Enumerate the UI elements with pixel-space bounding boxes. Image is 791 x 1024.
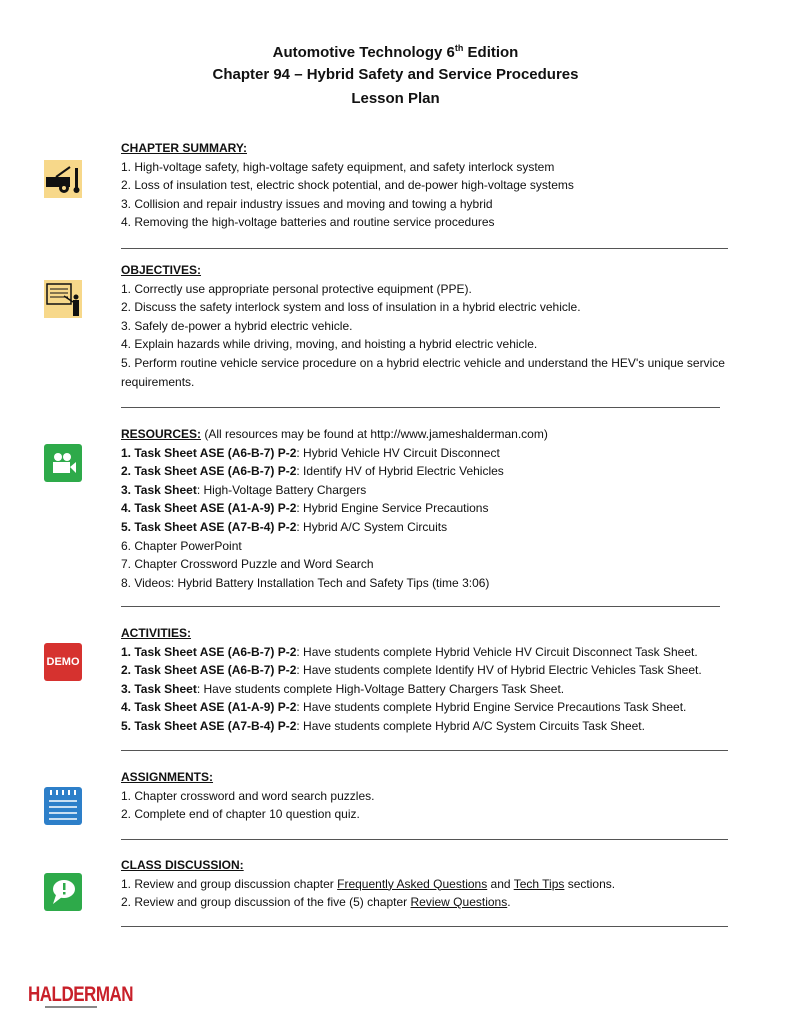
assignments-section [121,768,736,824]
section-heading: CLASS DISCUSSION: [121,858,244,872]
list-item: 2. Discuss the safety interlock system and loss of insulation in a hybrid electric vehicle. [121,300,581,315]
item-text: : Identify HV of Hybrid Electric Vehicles [296,464,504,479]
item-text: . [507,895,511,910]
list-item [121,680,736,699]
list-item [121,717,736,736]
review-questions-link[interactable]: Review Questions [410,895,508,910]
video-camera-icon [44,444,82,482]
item-text: : Have students complete High-Voltage Battery Chargers Task Sheet. [196,681,565,696]
item-text: : Have students complete Hybrid A/C System Circuits Task Sheet. [296,718,645,733]
notepad-icon [44,787,82,825]
task-sheet-id: 3. Task Sheet [121,681,197,696]
list-item: 5. Perform routine vehicle service procedure on a hybrid electric vehicle and understand the HEV's unique service requirements. [121,355,725,389]
objectives-section [121,261,736,391]
car-repair-icon [44,160,82,198]
task-sheet-id: 3. Task Sheet [121,482,197,497]
resources-section [121,425,736,592]
heading-label: RESOURCES: [121,427,202,441]
list-item: 2. Complete end of chapter 10 question quiz. [121,807,360,822]
doc-title-line3: Lesson Plan [351,90,440,107]
task-sheet-id: 1. Task Sheet ASE (A6-B-7) P-2 [121,644,297,659]
list-item: 4. Removing the high-voltage batteries and routine service procedures [121,215,495,230]
list-item [121,499,736,518]
list-item: 3. Safely de-power a hybrid electric vehicle. [121,318,353,333]
divider [121,248,728,249]
list-item [121,698,736,717]
item-text: : Have students complete Hybrid Vehicle HV Circuit Disconnect Task Sheet. [296,644,698,659]
item-text: sections. [564,876,616,891]
teacher-board-icon [44,280,82,318]
demo-icon: DEMO [44,643,82,681]
section-heading [121,425,736,444]
chapter-summary-section [121,139,736,232]
tech-tips-link[interactable]: Tech Tips [513,876,565,891]
list-item: 4. Explain hazards while driving, moving, and hoisting a hybrid electric vehicle. [121,337,538,352]
task-sheet-id: 5. Task Sheet ASE (A7-B-4) P-2 [121,718,297,733]
task-sheet-id: 4. Task Sheet ASE (A1-A-9) P-2 [121,501,297,516]
divider [121,750,728,751]
section-heading: OBJECTIVES: [121,263,202,277]
doc-title-line1 [0,43,791,61]
faq-link[interactable]: Frequently Asked Questions [337,876,488,891]
item-text: : Have students complete Identify HV of Hybrid Electric Vehicles Task Sheet. [296,663,702,678]
discussion-bubble-icon [44,873,82,911]
list-item: 1. High-voltage safety, high-voltage safety equipment, and safety interlock system [121,159,555,174]
list-item: 7. Chapter Crossword Puzzle and Word Search [121,557,374,572]
section-heading: CHAPTER SUMMARY: [121,141,247,155]
activities-section [121,624,736,736]
list-item: 1. Chapter crossword and word search puzzles. [121,788,375,803]
divider [121,839,728,840]
list-item [121,481,736,500]
list-item: 8. Videos: Hybrid Battery Installation Tech and Safety Tips (time 3:06) [121,575,490,590]
item-text: : Have students complete Hybrid Engine Service Precautions Task Sheet. [296,700,687,715]
item-text: : Hybrid Engine Service Precautions [296,501,489,516]
divider [121,926,728,927]
list-item: 6. Chapter PowerPoint [121,538,242,553]
halderman-logo: HALDERMAN [28,982,134,1006]
task-sheet-id: 2. Task Sheet ASE (A6-B-7) P-2 [121,663,297,678]
item-text: 1. Review and group discussion chapter [121,876,338,891]
list-item [121,661,736,680]
divider [121,606,720,607]
list-item [121,893,736,912]
item-text: and [487,876,514,891]
section-heading: ACTIVITIES: [121,626,192,640]
task-sheet-id: 4. Task Sheet ASE (A1-A-9) P-2 [121,700,297,715]
task-sheet-id: 5. Task Sheet ASE (A7-B-4) P-2 [121,519,297,534]
title-edition: Edition [463,44,519,61]
title-sup: th [454,43,464,53]
section-heading: ASSIGNMENTS: [121,770,214,784]
item-text: : High-Voltage Battery Chargers [196,482,367,497]
task-sheet-id: 2. Task Sheet ASE (A6-B-7) P-2 [121,464,297,479]
list-item [121,462,736,481]
list-item: 1. Correctly use appropriate personal protective equipment (PPE). [121,281,472,296]
list-item [121,875,736,894]
item-text: : Hybrid A/C System Circuits [296,519,448,534]
list-item: 2. Loss of insulation test, electric shock potential, and de-power high-voltage systems [121,178,574,193]
task-sheet-id: 1. Task Sheet ASE (A6-B-7) P-2 [121,445,297,460]
list-item [121,643,736,662]
item-text: 2. Review and group discussion of the five (5) chapter [121,895,411,910]
logo-tagline-mark [45,1006,97,1008]
doc-title-line2: Chapter 94 – Hybrid Safety and Service Procedures [212,66,579,83]
list-item: 3. Collision and repair industry issues and moving and towing a hybrid [121,196,493,211]
resources-note: (All resources may be found at http://www.jameshalderman.com) [201,427,548,441]
class-discussion-section [121,856,736,912]
list-item [121,518,736,537]
item-text: : Hybrid Vehicle HV Circuit Disconnect [296,445,500,460]
title-text: Automotive Technology 6 [272,44,455,61]
list-item [121,444,736,463]
divider [121,407,720,408]
